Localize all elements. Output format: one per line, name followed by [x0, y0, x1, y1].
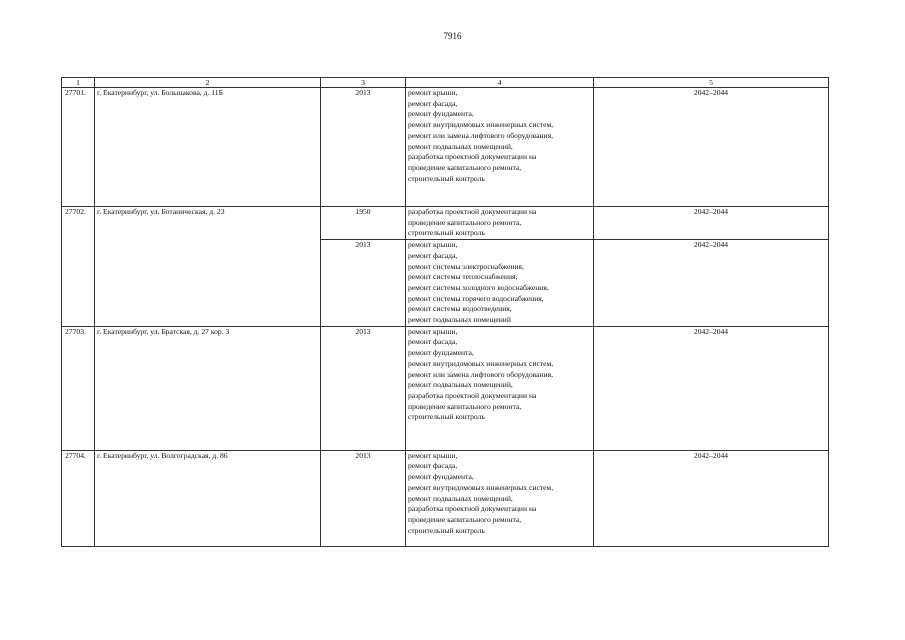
work-item: ремонт системы горячего водоснабжения, [408, 293, 544, 303]
entry-works [406, 207, 594, 240]
entry-works [406, 88, 594, 207]
column-header-4: 4 [406, 78, 594, 88]
work-item: ремонт подвальных помещений [408, 315, 511, 325]
work-item: ремонт крыши, [408, 240, 458, 250]
column-header-3: 3 [321, 78, 406, 88]
work-item: ремонт подвальных помещений, [408, 380, 513, 390]
entry-address: г. Екатеринбург, ул. Ботаническая, д. 23 [95, 207, 321, 327]
work-item: проведение капитального ремонта, [408, 217, 522, 227]
table-row [62, 88, 829, 207]
page-number: 7916 [443, 31, 462, 41]
work-item: проведение капитального ремонта, [408, 401, 522, 411]
column-header-1: 1 [62, 78, 95, 88]
column-header-5: 5 [594, 78, 829, 88]
work-item: разработка проектной документации на [408, 390, 537, 400]
work-item: ремонт системы водоотведения, [408, 304, 512, 314]
entry-period: 2042–2044 [594, 450, 829, 546]
entry-number: 27702. [62, 207, 95, 327]
work-item: ремонт фундамента, [408, 109, 474, 119]
work-item: строительный контроль [408, 412, 485, 422]
work-item: ремонт фундамента, [408, 348, 474, 358]
work-item: ремонт системы электроснабжения, [408, 261, 524, 271]
entry-number: 27701. [62, 88, 95, 207]
table-header-row [62, 78, 829, 88]
entry-period: 2042–2044 [594, 240, 829, 327]
entry-works [406, 240, 594, 327]
work-item: разработка проектной документации на [408, 207, 537, 216]
work-item: проведение капитального ремонта, [408, 514, 522, 524]
work-item: разработка проектной документации на [408, 504, 537, 514]
work-item: ремонт подвальных помещений, [408, 141, 513, 151]
column-header-2: 2 [95, 78, 321, 88]
table-row [62, 450, 829, 546]
entry-address: г. Екатеринбург, ул. Большакова, д. 11Б [95, 88, 321, 207]
entry-year: 1950 [321, 207, 406, 240]
entry-number: 27704. [62, 450, 95, 546]
work-item: ремонт или замена лифтового оборудования, [408, 369, 553, 379]
work-item: строительный контроль [408, 525, 485, 535]
work-item: ремонт крыши, [408, 450, 458, 460]
work-item: ремонт внутридомовых инженерных систем, [408, 482, 554, 492]
work-item: ремонт системы теплоснабжения, [408, 272, 518, 282]
entry-period: 2042–2044 [594, 88, 829, 207]
work-item: разработка проектной документации на [408, 152, 537, 162]
entry-number: 27703. [62, 326, 95, 450]
work-item: ремонт фасада, [408, 337, 458, 347]
work-item: проведение капитального ремонта, [408, 162, 522, 172]
work-item: ремонт крыши, [408, 88, 458, 97]
work-item: ремонт фасада, [408, 461, 458, 471]
work-item: строительный контроль [408, 228, 485, 238]
work-item: строительный контроль [408, 173, 485, 183]
work-item: ремонт фундамента, [408, 472, 474, 482]
work-item: ремонт фасада, [408, 250, 458, 260]
entry-address: г. Екатеринбург, ул. Волгоградская, д. 86 [95, 450, 321, 546]
entry-works [406, 450, 594, 546]
work-item: ремонт системы холодного водоснабжения, [408, 282, 549, 292]
table-row [62, 207, 829, 240]
table-row [62, 326, 829, 450]
entry-period: 2042–2044 [594, 207, 829, 240]
entry-year: 2013 [321, 450, 406, 546]
entry-period: 2042–2044 [594, 326, 829, 450]
entry-works [406, 326, 594, 450]
entry-year: 2013 [321, 240, 406, 327]
work-item: ремонт крыши, [408, 326, 458, 336]
entry-address: г. Екатеринбург, ул. Братская, д. 27 кор. 3 [95, 326, 321, 450]
work-item: ремонт внутридомовых инженерных систем, [408, 358, 554, 368]
entry-year: 2013 [321, 326, 406, 450]
work-item: ремонт внутридомовых инженерных систем, [408, 120, 554, 130]
work-item: ремонт подвальных помещений, [408, 493, 513, 503]
work-item: ремонт фасада, [408, 98, 458, 108]
capital-repair-table [61, 77, 829, 547]
work-item: ремонт или замена лифтового оборудования, [408, 130, 553, 140]
entry-year: 2013 [321, 88, 406, 207]
